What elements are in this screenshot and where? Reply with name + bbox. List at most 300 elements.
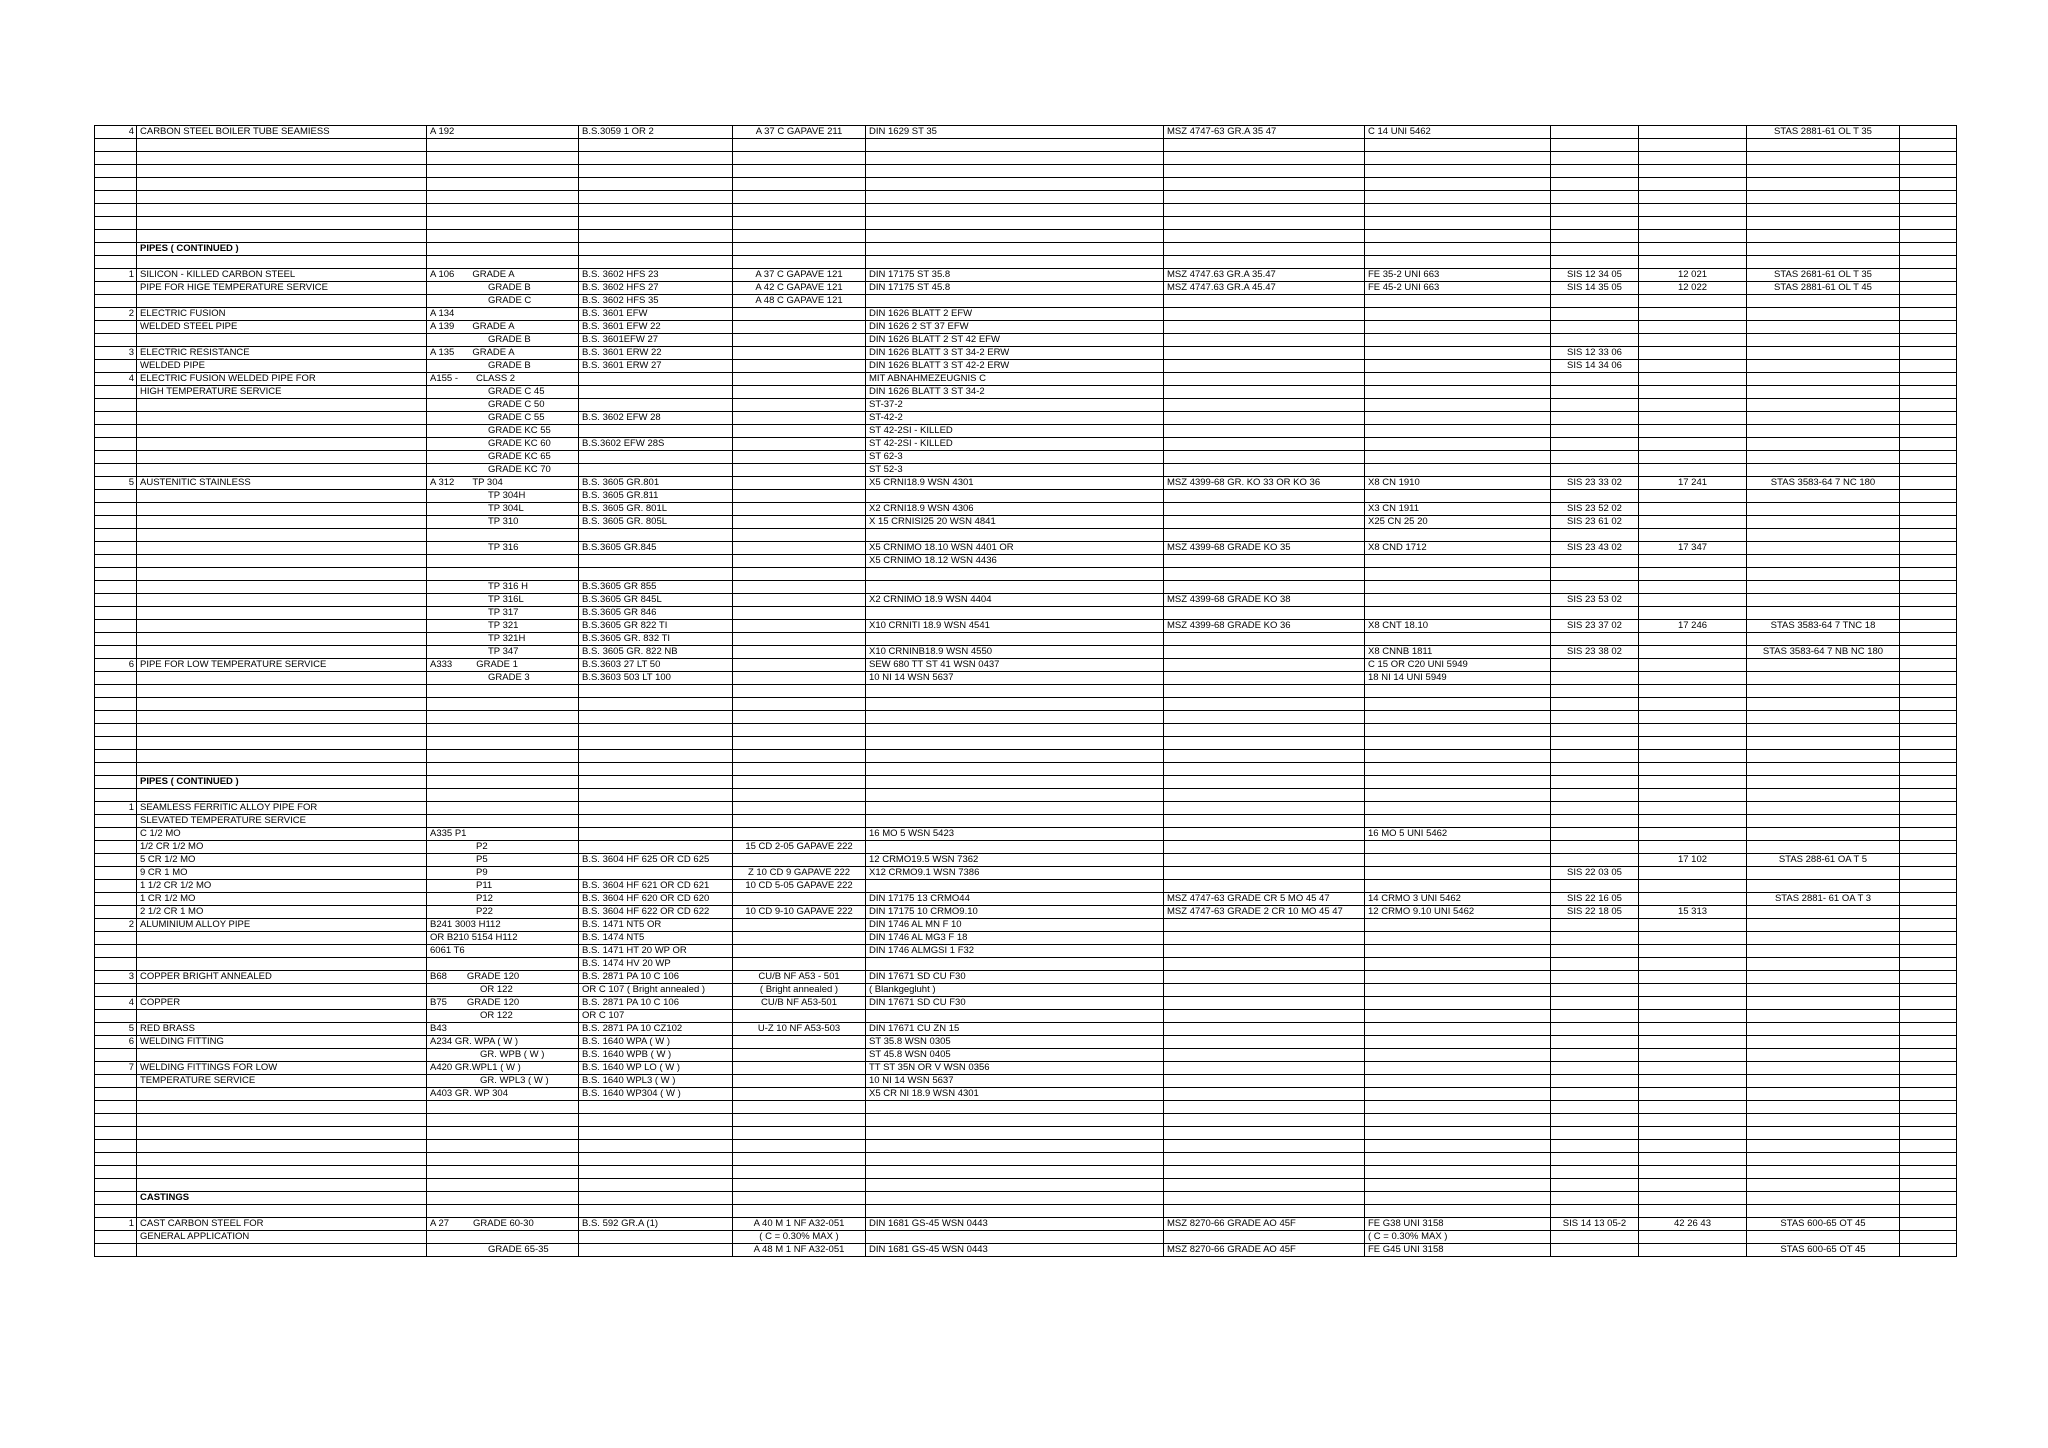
russian-standard-cell — [1639, 984, 1747, 997]
table-row — [95, 724, 1957, 737]
hungarian-standard-cell — [1164, 1101, 1365, 1114]
item-number-cell — [95, 464, 137, 477]
blank-cell — [1900, 828, 1957, 841]
romanian-standard-cell — [1747, 217, 1900, 230]
table-row — [95, 984, 1957, 997]
description-cell: HIGH TEMPERATURE SERVICE — [137, 386, 427, 399]
british-standard-cell: B.S. 3604 HF 621 OR CD 621 — [579, 880, 733, 893]
french-standard-cell — [733, 711, 866, 724]
blank-cell — [1900, 789, 1957, 802]
romanian-standard-cell — [1747, 984, 1900, 997]
russian-standard-cell — [1639, 789, 1747, 802]
table-row — [95, 997, 1957, 1010]
italian-standard-cell: ( C = 0.30% MAX ) — [1365, 1231, 1551, 1244]
british-standard-cell: B.S.3605 GR 855 — [579, 581, 733, 594]
astm-cell — [427, 464, 579, 477]
german-standard-cell — [866, 256, 1164, 269]
russian-standard-cell — [1639, 607, 1747, 620]
blank-cell — [1900, 1023, 1957, 1036]
description-cell — [137, 1244, 427, 1257]
italian-standard-cell — [1365, 1101, 1551, 1114]
description-cell: ALUMINIUM ALLOY PIPE — [137, 919, 427, 932]
item-number-cell — [95, 1010, 137, 1023]
item-number-cell — [95, 568, 137, 581]
romanian-standard-cell — [1747, 256, 1900, 269]
astm-grade: TP 316L — [488, 594, 524, 605]
item-number-cell — [95, 256, 137, 269]
description-cell: CASTINGS — [137, 1192, 427, 1205]
british-standard-cell: B.S. 1474 NT5 — [579, 932, 733, 945]
description-cell — [137, 438, 427, 451]
description-cell — [137, 1166, 427, 1179]
romanian-standard-cell — [1747, 1153, 1900, 1166]
hungarian-standard-cell — [1164, 789, 1365, 802]
italian-standard-cell — [1365, 490, 1551, 503]
astm-grade: P9 — [476, 867, 488, 878]
russian-standard-cell — [1639, 217, 1747, 230]
french-standard-cell — [733, 620, 866, 633]
description-cell — [137, 724, 427, 737]
hungarian-standard-cell — [1164, 152, 1365, 165]
hungarian-standard-cell — [1164, 646, 1365, 659]
british-standard-cell: B.S.3605 GR 822 TI — [579, 620, 733, 633]
italian-standard-cell — [1365, 1192, 1551, 1205]
table-row — [95, 841, 1957, 854]
italian-standard-cell: FE G38 UNI 3158 — [1365, 1218, 1551, 1231]
italian-standard-cell — [1365, 919, 1551, 932]
swedish-standard-cell — [1551, 958, 1639, 971]
astm-cell — [427, 776, 579, 789]
hungarian-standard-cell — [1164, 295, 1365, 308]
italian-standard-cell — [1365, 464, 1551, 477]
hungarian-standard-cell — [1164, 828, 1365, 841]
british-standard-cell: B.S. 3604 HF 622 OR CD 622 — [579, 906, 733, 919]
russian-standard-cell — [1639, 360, 1747, 373]
blank-cell — [1900, 165, 1957, 178]
german-standard-cell — [866, 1231, 1164, 1244]
russian-standard-cell — [1639, 1205, 1747, 1218]
british-standard-cell — [579, 178, 733, 191]
astm-grade: GRADE 1 — [476, 659, 518, 670]
british-standard-cell — [579, 256, 733, 269]
british-standard-cell: B.S. 3605 GR.811 — [579, 490, 733, 503]
british-standard-cell — [579, 802, 733, 815]
italian-standard-cell — [1365, 399, 1551, 412]
description-cell — [137, 425, 427, 438]
astm-cell — [427, 1179, 579, 1192]
item-number-cell — [95, 984, 137, 997]
astm-cell — [427, 672, 579, 685]
russian-standard-cell — [1639, 1127, 1747, 1140]
astm-cell — [427, 1101, 579, 1114]
hungarian-standard-cell — [1164, 386, 1365, 399]
description-cell — [137, 594, 427, 607]
romanian-standard-cell — [1747, 880, 1900, 893]
swedish-standard-cell — [1551, 971, 1639, 984]
item-number-cell: 7 — [95, 1062, 137, 1075]
item-number-cell: 6 — [95, 1036, 137, 1049]
swedish-standard-cell — [1551, 815, 1639, 828]
german-standard-cell: X2 CRNI18.9 WSN 4306 — [866, 503, 1164, 516]
swedish-standard-cell — [1551, 1010, 1639, 1023]
italian-standard-cell — [1365, 568, 1551, 581]
german-standard-cell: 10 NI 14 WSN 5637 — [866, 672, 1164, 685]
blank-cell — [1900, 542, 1957, 555]
swedish-standard-cell — [1551, 1205, 1639, 1218]
hungarian-standard-cell — [1164, 399, 1365, 412]
description-cell — [137, 256, 427, 269]
swedish-standard-cell — [1551, 841, 1639, 854]
astm-grade: GRADE B — [488, 282, 531, 293]
astm-cell — [427, 958, 579, 971]
astm-cell — [427, 295, 579, 308]
astm-grade: TP 310 — [488, 516, 519, 527]
astm-grade: GRADE A — [472, 269, 515, 280]
table-row — [95, 672, 1957, 685]
french-standard-cell — [733, 191, 866, 204]
blank-cell — [1900, 360, 1957, 373]
french-standard-cell — [733, 425, 866, 438]
blank-cell — [1900, 425, 1957, 438]
italian-standard-cell — [1365, 581, 1551, 594]
british-standard-cell — [579, 789, 733, 802]
astm-grade: TP 316 — [488, 542, 519, 553]
swedish-standard-cell — [1551, 1244, 1639, 1257]
hungarian-standard-cell — [1164, 724, 1365, 737]
blank-cell — [1900, 1049, 1957, 1062]
swedish-standard-cell — [1551, 243, 1639, 256]
french-standard-cell — [733, 178, 866, 191]
table-row — [95, 347, 1957, 360]
description-cell — [137, 581, 427, 594]
hungarian-standard-cell — [1164, 191, 1365, 204]
astm-code: B75 — [430, 997, 447, 1008]
italian-standard-cell — [1365, 321, 1551, 334]
german-standard-cell: ST 35.8 WSN 0305 — [866, 1036, 1164, 1049]
blank-cell — [1900, 490, 1957, 503]
blank-cell — [1900, 750, 1957, 763]
romanian-standard-cell — [1747, 659, 1900, 672]
blank-cell — [1900, 1192, 1957, 1205]
table-row — [95, 490, 1957, 503]
description-cell — [137, 464, 427, 477]
blank-cell — [1900, 581, 1957, 594]
table-row — [95, 1062, 1957, 1075]
table-row — [95, 620, 1957, 633]
astm-cell — [427, 373, 579, 386]
italian-standard-cell: X3 CN 1911 — [1365, 503, 1551, 516]
british-standard-cell — [579, 1205, 733, 1218]
hungarian-standard-cell — [1164, 698, 1365, 711]
french-standard-cell — [733, 438, 866, 451]
british-standard-cell — [579, 685, 733, 698]
german-standard-cell — [866, 698, 1164, 711]
astm-cell — [427, 139, 579, 152]
german-standard-cell — [866, 217, 1164, 230]
astm-cell — [427, 477, 579, 490]
swedish-standard-cell — [1551, 828, 1639, 841]
french-standard-cell: CU/B NF A53-501 — [733, 997, 866, 1010]
german-standard-cell: 16 MO 5 WSN 5423 — [866, 828, 1164, 841]
blank-cell — [1900, 893, 1957, 906]
russian-standard-cell — [1639, 1062, 1747, 1075]
description-cell: COPPER BRIGHT ANNEALED — [137, 971, 427, 984]
hungarian-standard-cell — [1164, 1140, 1365, 1153]
table-row — [95, 893, 1957, 906]
french-standard-cell: A 37 C GAPAVE 211 — [733, 126, 866, 139]
table-row — [95, 204, 1957, 217]
astm-cell — [427, 620, 579, 633]
hungarian-standard-cell — [1164, 243, 1365, 256]
british-standard-cell — [579, 1127, 733, 1140]
table-row — [95, 828, 1957, 841]
french-standard-cell — [733, 1114, 866, 1127]
item-number-cell: 5 — [95, 477, 137, 490]
astm-cell — [427, 568, 579, 581]
romanian-standard-cell — [1747, 1205, 1900, 1218]
description-cell — [137, 672, 427, 685]
astm-cell — [427, 763, 579, 776]
astm-grade: GRADE C 50 — [488, 399, 545, 410]
description-cell — [137, 620, 427, 633]
german-standard-cell — [866, 165, 1164, 178]
table-row — [95, 659, 1957, 672]
astm-code: A 135 — [430, 347, 455, 358]
romanian-standard-cell — [1747, 464, 1900, 477]
astm-cell — [427, 1205, 579, 1218]
table-row — [95, 269, 1957, 282]
russian-standard-cell: 42 26 43 — [1639, 1218, 1747, 1231]
russian-standard-cell — [1639, 1049, 1747, 1062]
french-standard-cell: A 48 C GAPAVE 121 — [733, 295, 866, 308]
item-number-cell — [95, 1231, 137, 1244]
german-standard-cell: SEW 680 TT ST 41 WSN 0437 — [866, 659, 1164, 672]
french-standard-cell — [733, 594, 866, 607]
swedish-standard-cell — [1551, 230, 1639, 243]
astm-cell — [427, 867, 579, 880]
hungarian-standard-cell — [1164, 308, 1365, 321]
italian-standard-cell — [1365, 1166, 1551, 1179]
russian-standard-cell: 17 246 — [1639, 620, 1747, 633]
swedish-standard-cell — [1551, 659, 1639, 672]
romanian-standard-cell — [1747, 334, 1900, 347]
astm-cell — [427, 1231, 579, 1244]
italian-standard-cell — [1365, 971, 1551, 984]
table-row — [95, 919, 1957, 932]
description-cell — [137, 711, 427, 724]
russian-standard-cell — [1639, 1114, 1747, 1127]
description-cell: PIPE FOR HIGE TEMPERATURE SERVICE — [137, 282, 427, 295]
item-number-cell: 4 — [95, 997, 137, 1010]
swedish-standard-cell — [1551, 737, 1639, 750]
british-standard-cell: B.S. 1640 WP304 ( W ) — [579, 1088, 733, 1101]
astm-grade: TP 304L — [488, 503, 524, 514]
french-standard-cell — [733, 945, 866, 958]
german-standard-cell: 10 NI 14 WSN 5637 — [866, 1075, 1164, 1088]
german-standard-cell — [866, 243, 1164, 256]
blank-cell — [1900, 243, 1957, 256]
romanian-standard-cell — [1747, 672, 1900, 685]
item-number-cell — [95, 438, 137, 451]
swedish-standard-cell — [1551, 256, 1639, 269]
swedish-standard-cell — [1551, 1153, 1639, 1166]
french-standard-cell: ( C = 0.30% MAX ) — [733, 1231, 866, 1244]
french-standard-cell — [733, 529, 866, 542]
swedish-standard-cell — [1551, 919, 1639, 932]
astm-cell — [427, 1114, 579, 1127]
astm-cell — [427, 789, 579, 802]
blank-cell — [1900, 1205, 1957, 1218]
italian-standard-cell — [1365, 841, 1551, 854]
german-standard-cell: DIN 1626 BLATT 3 ST 34-2 — [866, 386, 1164, 399]
hungarian-standard-cell — [1164, 1075, 1365, 1088]
astm-grade: GRADE 3 — [488, 672, 530, 683]
hungarian-standard-cell — [1164, 1036, 1365, 1049]
british-standard-cell: B.S. 1471 NT5 OR — [579, 919, 733, 932]
romanian-standard-cell — [1747, 360, 1900, 373]
hungarian-standard-cell: MSZ 4399-68 GRADE KO 38 — [1164, 594, 1365, 607]
astm-code: A 192 — [430, 126, 455, 137]
item-number-cell — [95, 555, 137, 568]
french-standard-cell — [733, 1192, 866, 1205]
russian-standard-cell — [1639, 243, 1747, 256]
astm-grade: P22 — [476, 906, 493, 917]
french-standard-cell — [733, 1166, 866, 1179]
blank-cell — [1900, 373, 1957, 386]
french-standard-cell — [733, 399, 866, 412]
romanian-standard-cell — [1747, 204, 1900, 217]
swedish-standard-cell: SIS 23 33 02 — [1551, 477, 1639, 490]
russian-standard-cell: 17 102 — [1639, 854, 1747, 867]
table-row — [95, 1218, 1957, 1231]
romanian-standard-cell — [1747, 971, 1900, 984]
swedish-standard-cell — [1551, 1075, 1639, 1088]
hungarian-standard-cell — [1164, 1114, 1365, 1127]
german-standard-cell: ST-42-2 — [866, 412, 1164, 425]
romanian-standard-cell — [1747, 1140, 1900, 1153]
hungarian-standard-cell — [1164, 360, 1365, 373]
description-cell: 1 CR 1/2 MO — [137, 893, 427, 906]
item-number-cell — [95, 880, 137, 893]
russian-standard-cell — [1639, 815, 1747, 828]
description-cell: COPPER — [137, 997, 427, 1010]
german-standard-cell — [866, 1140, 1164, 1153]
italian-standard-cell — [1365, 763, 1551, 776]
russian-standard-cell — [1639, 347, 1747, 360]
british-standard-cell: OR C 107 ( Bright annealed ) — [579, 984, 733, 997]
french-standard-cell — [733, 1049, 866, 1062]
astm-grade: OR 122 — [480, 984, 513, 995]
british-standard-cell — [579, 750, 733, 763]
british-standard-cell: B.S. 2871 PA 10 C 106 — [579, 971, 733, 984]
astm-cell — [427, 555, 579, 568]
russian-standard-cell — [1639, 464, 1747, 477]
item-number-cell — [95, 503, 137, 516]
french-standard-cell — [733, 646, 866, 659]
italian-standard-cell — [1365, 1075, 1551, 1088]
german-standard-cell — [866, 581, 1164, 594]
table-row — [95, 516, 1957, 529]
italian-standard-cell — [1365, 1205, 1551, 1218]
russian-standard-cell — [1639, 1166, 1747, 1179]
hungarian-standard-cell — [1164, 685, 1365, 698]
french-standard-cell — [733, 815, 866, 828]
french-standard-cell — [733, 516, 866, 529]
description-cell: WELDED PIPE — [137, 360, 427, 373]
description-cell — [137, 1049, 427, 1062]
astm-cell — [427, 334, 579, 347]
hungarian-standard-cell — [1164, 321, 1365, 334]
british-standard-cell: B.S. 3601 EFW — [579, 308, 733, 321]
blank-cell — [1900, 1218, 1957, 1231]
description-cell — [137, 750, 427, 763]
table-row — [95, 477, 1957, 490]
astm-cell — [427, 425, 579, 438]
swedish-standard-cell — [1551, 152, 1639, 165]
russian-standard-cell: 17 347 — [1639, 542, 1747, 555]
romanian-standard-cell — [1747, 152, 1900, 165]
hungarian-standard-cell — [1164, 750, 1365, 763]
hungarian-standard-cell — [1164, 178, 1365, 191]
item-number-cell — [95, 191, 137, 204]
swedish-standard-cell — [1551, 139, 1639, 152]
table-row — [95, 256, 1957, 269]
item-number-cell — [95, 1140, 137, 1153]
astm-cell — [427, 945, 579, 958]
description-cell: 1/2 CR 1/2 MO — [137, 841, 427, 854]
table-row — [95, 334, 1957, 347]
item-number-cell — [95, 516, 137, 529]
french-standard-cell — [733, 776, 866, 789]
astm-cell — [427, 997, 579, 1010]
astm-code: A403 GR. WP 304 — [430, 1088, 508, 1099]
russian-standard-cell: 12 021 — [1639, 269, 1747, 282]
russian-standard-cell — [1639, 958, 1747, 971]
swedish-standard-cell: SIS 23 43 02 — [1551, 542, 1639, 555]
german-standard-cell — [866, 815, 1164, 828]
hungarian-standard-cell — [1164, 1166, 1365, 1179]
blank-cell — [1900, 633, 1957, 646]
item-number-cell — [95, 867, 137, 880]
blank-cell — [1900, 321, 1957, 334]
italian-standard-cell — [1365, 607, 1551, 620]
romanian-standard-cell — [1747, 1088, 1900, 1101]
romanian-standard-cell — [1747, 581, 1900, 594]
astm-grade: GRADE KC 60 — [488, 438, 551, 449]
blank-cell — [1900, 698, 1957, 711]
astm-grade: GRADE B — [488, 360, 531, 371]
astm-cell — [427, 971, 579, 984]
german-standard-cell — [866, 178, 1164, 191]
russian-standard-cell — [1639, 321, 1747, 334]
french-standard-cell — [733, 555, 866, 568]
german-standard-cell — [866, 152, 1164, 165]
british-standard-cell: B.S. 3601 ERW 27 — [579, 360, 733, 373]
russian-standard-cell — [1639, 230, 1747, 243]
blank-cell — [1900, 399, 1957, 412]
russian-standard-cell — [1639, 867, 1747, 880]
italian-standard-cell — [1365, 594, 1551, 607]
french-standard-cell — [733, 659, 866, 672]
british-standard-cell — [579, 204, 733, 217]
table-row — [95, 386, 1957, 399]
hungarian-standard-cell — [1164, 1192, 1365, 1205]
astm-grade: TP 347 — [488, 646, 519, 657]
romanian-standard-cell — [1747, 789, 1900, 802]
italian-standard-cell — [1365, 438, 1551, 451]
romanian-standard-cell — [1747, 1127, 1900, 1140]
german-standard-cell — [866, 1010, 1164, 1023]
